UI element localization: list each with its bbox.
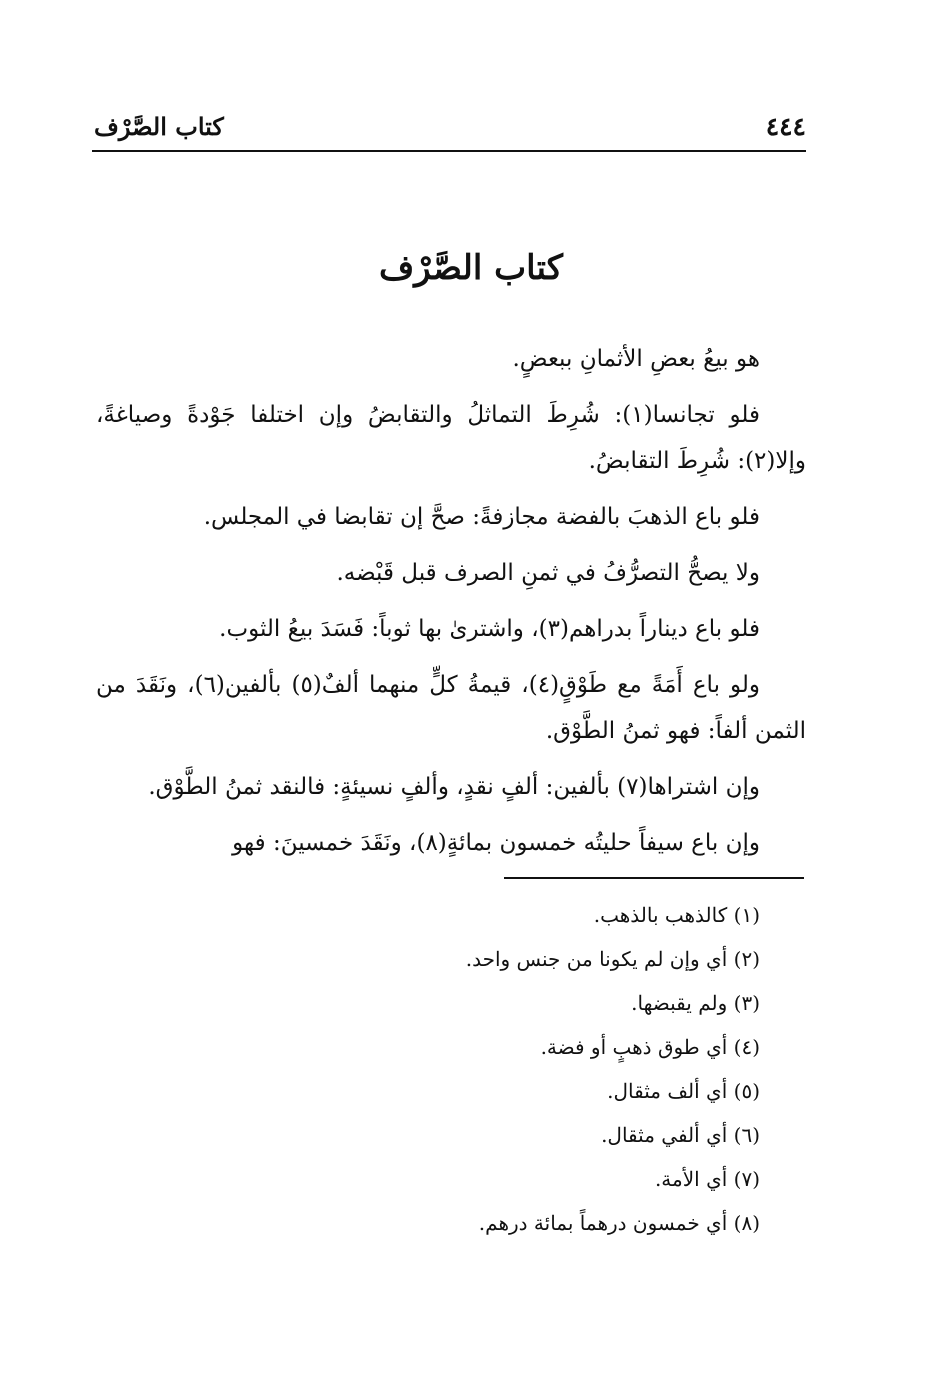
footnotes: [300, 893, 760, 1245]
paragraph: هو بيعُ بعضِ الأثمانِ ببعضٍ.: [512, 346, 760, 372]
paragraph: ولا يصحُّ التصرُّفُ في ثمنِ الصرف قبل قَبْضه.: [336, 560, 760, 586]
footnote: (١) كالذهب بالذهب.: [593, 903, 760, 927]
footnote: (٣) ولم يقبضها.: [631, 991, 760, 1015]
paragraph: فلو تجانسا(١): شُرِطَ التماثلُ والتقابضُ وإن اختلفا جَوْدةً وصياغةً، وإلا(٢): شُرِطَ التقابضُ.: [96, 402, 806, 474]
chapter-title: كتاب الصَّرْف: [379, 248, 563, 288]
footnote: (٦) أي ألفي مثقال.: [601, 1123, 760, 1147]
footnote: (٧) أي الأمة.: [654, 1167, 760, 1191]
footnote-separator: [504, 877, 804, 879]
footnote: (٨) أي خمسون درهماً بمائة درهم.: [478, 1211, 760, 1235]
page-header: [92, 106, 806, 152]
page-number: ٤٤٤: [765, 112, 806, 141]
footnote: (٢) أي وإن لم يكونا من جنس واحد.: [465, 947, 760, 971]
paragraph: فلو باع الذهبَ بالفضة مجازفةً: صحَّ إن تقابضا في المجلس.: [203, 504, 760, 530]
paragraph: وإن اشتراها(٧) بألفين: ألفٍ نقدٍ، وألفٍ نسيئةٍ: فالنقد ثمنُ الطَّوْق.: [148, 774, 760, 800]
paragraph: وإن باع سيفاً حليتُه خمسون بمائةٍ(٨)، ونَقَدَ خمسينَ: فهو: [232, 830, 760, 856]
paragraph: ولو باع أَمَةً مع طَوْقٍ(٤)، قيمةُ كلٍّ منهما ألفٌ(٥) بألفين(٦)، ونَقَدَ من الثمن ألفاً: فهو ثمنُ الطَّوْق.: [96, 672, 806, 744]
paragraph: فلو باع ديناراً بدراهم(٣)، واشترىٰ بها ثوباً: فَسَدَ بيعُ الثوب.: [219, 616, 760, 642]
footnote: (٤) أي طوق ذهبٍ أو فضة.: [540, 1035, 760, 1059]
footnote: (٥) أي ألف مثقال.: [607, 1079, 760, 1103]
running-title: كتاب الصَّرْف: [94, 112, 224, 141]
main-text: [96, 336, 806, 866]
